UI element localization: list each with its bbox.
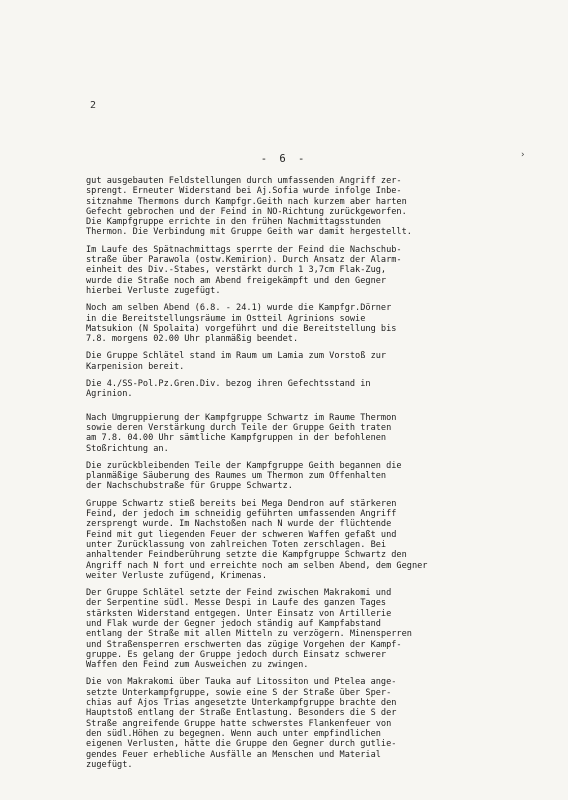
text-line: Nach Umgruppierung der Kampfgruppe Schwartz im Raume Thermon <box>86 412 397 423</box>
text-line: Hauptstoß entlang der Straße Entlastung. Besonders die S der <box>86 708 397 719</box>
paragraph <box>86 677 538 770</box>
text-line: Gefecht gebrochen und der Feind in NO-Richtung zurückgeworfen. <box>86 206 407 217</box>
text-line: und Flak wurde der Gegner jedoch ständig auf Kampfabstand <box>86 618 381 629</box>
text-line: unter Zurücklassung von zahlreichen Toten zerschlagen. Bei <box>86 539 387 550</box>
paragraph <box>86 499 538 581</box>
text-line: Noch am selben Abend (6.8. - 24.1) wurde die Kampfgr.Dörner <box>86 303 392 314</box>
text-line: entlang der Straße mit allen Mitteln zu verzögern. Minensperren <box>86 629 412 640</box>
text-line: anhaltender Feindberührung setzte die Kampfgruppe Schwartz den <box>86 550 407 561</box>
text-line: gruppe. Es gelang der Gruppe jedoch durch Einsatz schwerer <box>86 649 387 660</box>
text-line: der Nachschubstraße für Gruppe Schwartz. <box>86 481 293 492</box>
text-line: in die Bereitstellungsräume im Ostteil Agrinions sowie <box>86 313 366 324</box>
text-line: sowie deren Verstärkung durch Teile der Gruppe Geith traten <box>86 422 392 433</box>
text-line: Die 4./SS-Pol.Pz.Gren.Div. bezog ihren Gefechtsstand in <box>86 379 371 390</box>
text-line: planmäßige Säuberung des Raumes um Thermon zum Offenhalten <box>86 471 387 482</box>
paragraph <box>86 303 538 344</box>
text-line: straße über Parawola (ostw.Kemirion). Durch Ansatz der Alarm- <box>86 255 402 266</box>
paragraph <box>86 413 538 454</box>
text-line: chias auf Ajos Trias angesetzte Unterkampfgruppe brachte den <box>86 698 397 709</box>
margin-mark-right: › <box>520 150 526 160</box>
text-line: Angriff nach N fort und erreichte noch am selben Abend, dem Gegner <box>86 560 428 571</box>
text-line: setzte Unterkampfgruppe, sowie eine S der Straße über Sper- <box>86 687 392 698</box>
paragraph <box>86 461 538 492</box>
text-line: 7.8. morgens 02.00 Uhr planmäßig beendet. <box>86 334 299 345</box>
text-line: Straße angreifende Gruppe hatte schwerstes Flankenfeuer von <box>86 718 392 729</box>
text-line: Feind mit gut liegenden Feuer der schweren Waffen gefaßt und <box>86 529 397 540</box>
text-line: am 7.8. 04.00 Uhr sämtliche Kampfgruppen in der befohlenen <box>86 433 387 444</box>
text-line: Der Gruppe Schlätel setzte der Feind zwischen Makrakomi und <box>86 588 392 599</box>
text-line: Karpenision bereit. <box>86 361 185 372</box>
text-line: Die von Makrakomi über Tauka auf Litossiton und Ptelea ange- <box>86 677 397 688</box>
text-line: gendes Feuer erhebliche Ausfälle an Menschen und Material <box>86 749 381 760</box>
text-line: den südl.Höhen zu begegnen. Wenn auch unter empfindlichen <box>86 728 381 739</box>
paragraph <box>86 245 538 296</box>
text-line: gut ausgebauten Feldstellungen durch umfassenden Angriff zer- <box>86 176 402 186</box>
text-line: Agrinion. <box>86 389 133 400</box>
text-line: und Straßensperren erschwerten das zügige Vorgehen der Kampf- <box>86 639 402 650</box>
text-line: Im Laufe des Spätnachmittags sperrte der Feind die Nachschub- <box>86 244 402 255</box>
text-line: Die zurückbleibenden Teile der Kampfgruppe Geith begannen die <box>86 460 402 471</box>
text-line: Thermon. Die Verbindung mit Gruppe Geith war damit hergestellt. <box>86 227 412 238</box>
paragraph <box>86 588 538 670</box>
text-line: Gruppe Schwartz stieß bereits bei Mega Dendron auf stärkeren <box>86 498 397 509</box>
text-line: sitznahme Thermons durch Kampfgr.Geith nach kurzem aber harten <box>86 196 407 207</box>
text-line: zersprengt wurde. Im Nachstoßen nach N wurde der flüchtende <box>86 519 392 530</box>
paragraph <box>86 176 538 238</box>
text-line: Die Kampfgruppe errichte in den frühen Nachmittagsstunden <box>86 217 381 228</box>
text-line: Waffen den Feind zum Ausweichen zu zwingen. <box>86 660 309 671</box>
text-line: Stoßrichtung an. <box>86 443 169 454</box>
text-line: zugefügt. <box>86 759 133 770</box>
text-line: einheit des Div.-Stabes, verstärkt durch 1 3,7cm Flak-Zug, <box>86 265 387 276</box>
text-line: der Serpentine südl. Messe Despi in Laufe des ganzen Tages <box>86 598 387 609</box>
page-number: - 6 - <box>260 153 308 165</box>
text-line: Feind, der jedoch im schneidig geführten umfassenden Angriff <box>86 509 397 520</box>
text-line: sprengt. Erneuter Widerstand bei Aj.Sofia wurde infolge Inbe- <box>86 186 402 197</box>
text-line: hierbei Verluste zugefügt. <box>86 285 221 296</box>
paragraph <box>86 379 538 400</box>
text-line: Die Gruppe Schlätel stand im Raum um Lamia zum Vorstoß zur <box>86 351 387 362</box>
text-line: eigenen Verlusten, hätte die Gruppe den Gegner durch gutlie- <box>86 739 397 750</box>
text-line: weiter Verluste zufügend, Krimenas. <box>86 570 268 581</box>
text-line: wurde die Straße noch am Abend freigekämpft und den Gegner <box>86 275 387 286</box>
paragraph <box>86 351 538 372</box>
margin-mark: 2 <box>90 100 97 111</box>
text-line: stärksten Widerstand entgegen. Unter Einsatz von Artillerie <box>86 608 392 619</box>
text-line: Matsukion (N Spolaita) vorgeführt und die Bereitstellung bis <box>86 323 397 334</box>
document-body <box>86 176 538 777</box>
